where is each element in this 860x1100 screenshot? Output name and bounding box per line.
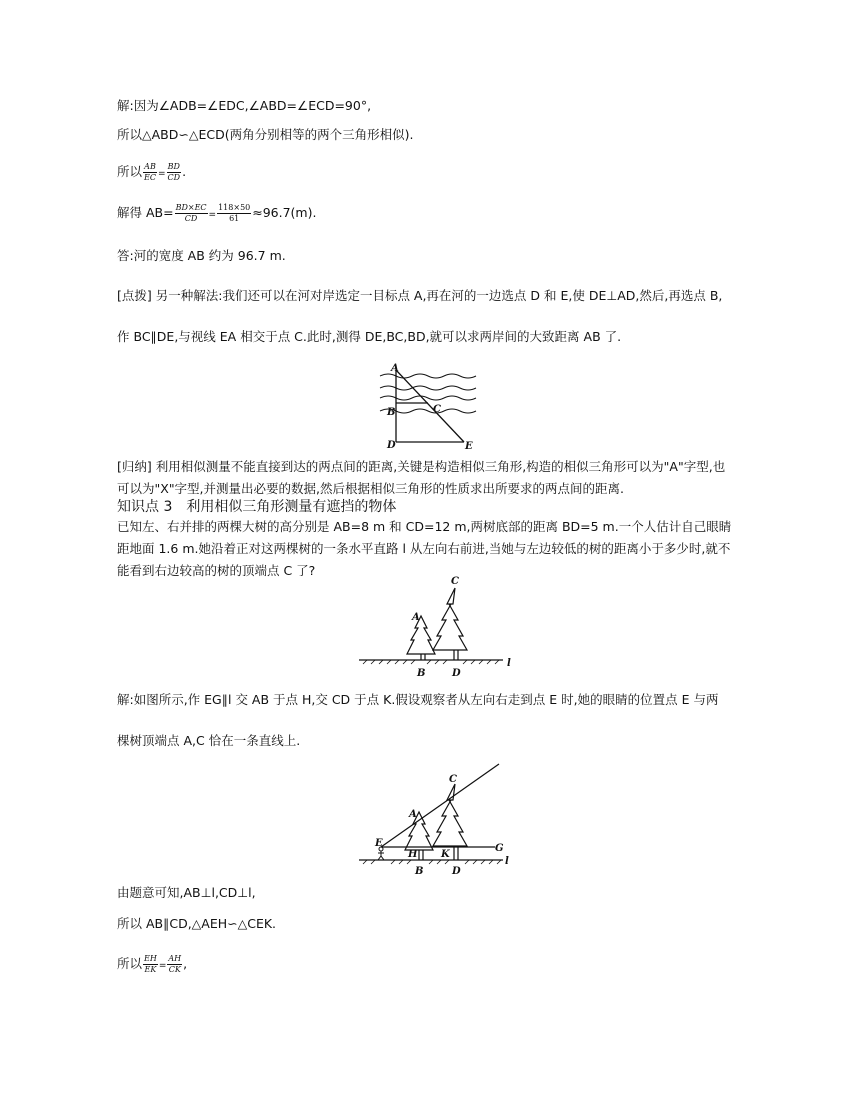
label-l: l [507, 658, 511, 669]
label-c: C [433, 404, 441, 415]
solution3-line-1: 由题意可知,AB⊥l,CD⊥l, [117, 885, 256, 900]
solution2-line-2: 棵树顶端点 A,C 恰在一条直线上. [117, 733, 301, 748]
denominator: CD [184, 214, 198, 223]
numerator: BD [167, 162, 180, 171]
label-g: G [495, 843, 504, 854]
tree-right [433, 784, 467, 860]
section-title: 知识点 3 利用相似三角形测量有遮挡的物体 [117, 499, 397, 515]
fraction-bdxec-cd [175, 203, 208, 224]
fraction-eh-ek [143, 954, 158, 975]
numerator: AB [144, 162, 156, 171]
solution-line-3 [117, 162, 186, 183]
label-b: B [417, 668, 426, 679]
solution2-line-1: 解:如图所示,作 EG∥l 交 AB 于点 H,交 CD 于点 K.假设观察者从左向右走到点 E 时,她的眼睛的位置点 E 与两 [117, 692, 719, 707]
equals-sign: = [158, 961, 167, 971]
fraction-ab-ec [143, 162, 157, 183]
sightline-diagram [355, 760, 515, 878]
text-suffix: ≈96.7(m). [252, 205, 317, 220]
text-prefix: 解得 AB= [117, 205, 174, 220]
numerator: BD×EC [175, 203, 207, 212]
numerator: AH [168, 954, 182, 963]
label-b: B [415, 866, 424, 877]
fraction-ah-ck [167, 954, 182, 975]
label-c: C [449, 774, 457, 785]
triangle-lines [396, 370, 464, 442]
fraction-bd-cd [167, 162, 182, 183]
label-a: A [412, 612, 420, 623]
numerator: 118×50 [218, 203, 251, 212]
equals-sign: = [208, 210, 217, 220]
label-b: B [387, 407, 396, 418]
answer-line: 答:河的宽度 AB 约为 96.7 m. [117, 248, 286, 263]
label-k: K [441, 849, 450, 860]
denominator: 61 [229, 214, 240, 223]
river-diagram [370, 362, 490, 452]
tree-right [433, 588, 467, 660]
solution-line-1: 解:因为∠ADB=∠EDC,∠ABD=∠ECD=90°, [117, 98, 372, 113]
solution3-line-2: 所以 AB∥CD,△AEH∽△CEK. [117, 916, 277, 931]
text-suffix: . [182, 164, 187, 179]
label-d: D [452, 866, 461, 877]
tip-line-2: 作 BC∥DE,与视线 EA 相交于点 C.此时,测得 DE,BC,BD,就可以求两岸间的大致距离 AB 了. [117, 329, 622, 344]
label-a: A [391, 363, 399, 374]
label-d: D [387, 440, 396, 451]
tip-line-1: [点拨] 另一种解法:我们还可以在河对岸选定一目标点 A,再在河的一边选点 D 和 E,使 DE⊥AD,然后,再选点 B, [117, 288, 723, 303]
denominator: CK [168, 965, 181, 974]
label-d: D [452, 668, 461, 679]
problem-paragraph: 已知左、右并排的两棵大树的高分别是 AB=8 m 和 CD=12 m,两树底部的距离 BD=5 m.一个人估计自己眼睛距地面 1.6 m.她沿着正对这两棵树的一条水平直路 l 从左向右前进,当她与左边较低的树的距离小于多少时,就不能看到右边较高的树的顶端点 C 了? [117, 519, 732, 578]
text-prefix: 所以 [117, 164, 143, 179]
label-l: l [505, 856, 509, 867]
denominator: EC [144, 173, 156, 182]
label-c: C [451, 576, 459, 587]
solution3-line-3 [117, 954, 187, 975]
trees-diagram [355, 572, 515, 682]
text-suffix: , [183, 956, 188, 971]
label-e: E [375, 838, 383, 849]
solution-line-2: 所以△ABD∽△ECD(两角分别相等的两个三角形相似). [117, 127, 414, 142]
equals-sign: = [157, 169, 166, 179]
numerator: EH [144, 954, 157, 963]
fraction-numeric [217, 203, 251, 224]
label-h: H [408, 849, 418, 860]
summary-paragraph: [归纳] 利用相似测量不能直接到达的两点间的距离,关键是构造相似三角形,构造的相似三角形可以为"A"字型,也可以为"X"字型,并测量出必要的数据,然后根据相似三角形的性质求出所要求的两点间的距离. [117, 459, 726, 496]
text-prefix: 所以 [117, 956, 143, 971]
label-e: E [465, 441, 473, 452]
solution-line-4 [117, 203, 316, 224]
denominator: CD [167, 173, 181, 182]
label-a: A [409, 809, 417, 820]
denominator: EK [144, 965, 157, 974]
